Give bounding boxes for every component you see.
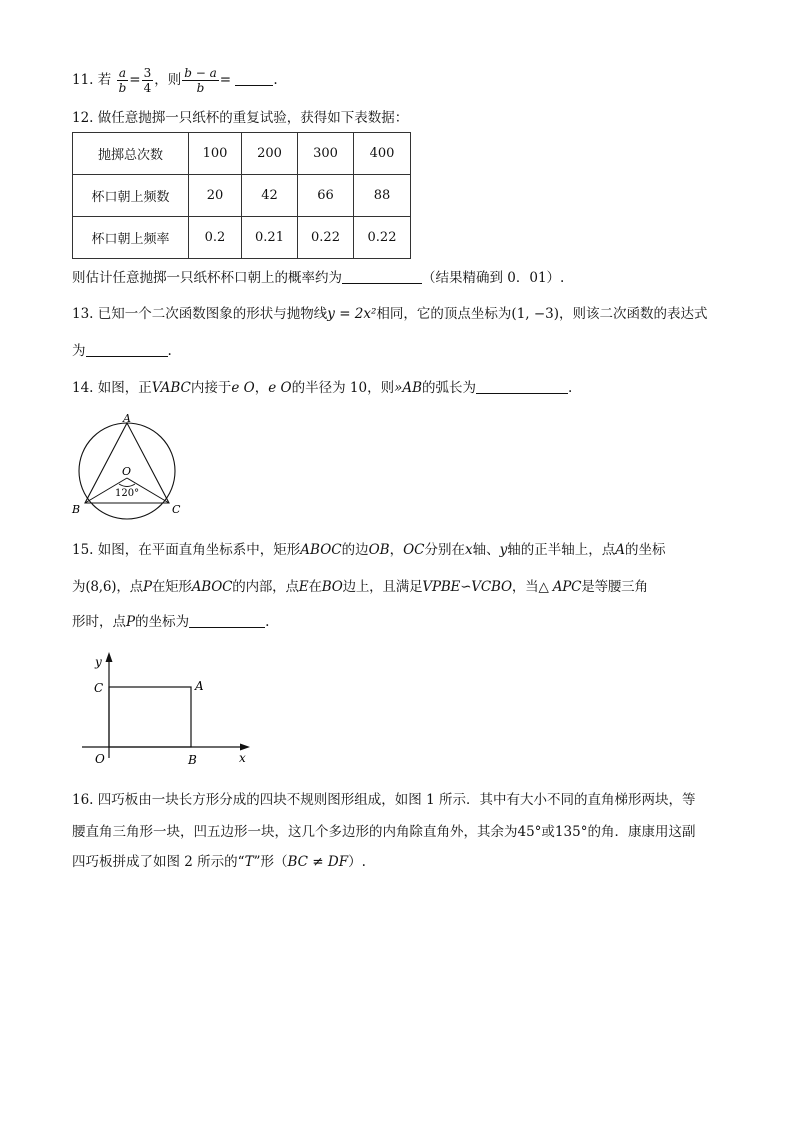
question-16-line1: 16. 四巧板由一块长方形分成的四块不规则图形组成，如图 1 所示．其中有大小不同的直角梯形两块，等 [72, 792, 696, 808]
question-15-line2: 为(8,6)，点P在矩形ABOC的内部，点E在BO边上，且满足VPBE∽VCBO，当△ APC是等腰三角 [72, 579, 648, 595]
frequency-table [72, 132, 411, 259]
question-16-line3: 四巧板拼成了如图 2 所示的“T”形（BC ≠ DF）. [72, 854, 366, 870]
question-15-line3: 形时，点P的坐标为 . [72, 614, 270, 630]
inscribed-triangle-figure [62, 408, 192, 523]
table-row: 抛掷总次数 100 200 300 400 [73, 133, 411, 175]
answer-blank-13 [86, 342, 168, 357]
label-b: B [72, 503, 81, 516]
label-a: A [123, 412, 131, 425]
answer-blank-11 [235, 71, 273, 86]
axis-x-label: x [239, 751, 246, 765]
question-16-line2: 腰直角三角形一块，凹五边形一块，这几个多边形的内角除直角外，其余为45°或135°的角．康康用这副 [72, 824, 696, 840]
fraction-b-minus-a-over-b: $\frac{b - a}{b}$ [184, 66, 217, 95]
label-o: O [95, 752, 105, 766]
question-12-intro: 12. 做任意抛掷一只纸杯的重复试验，获得如下表数据： [72, 110, 409, 126]
fraction-3-over-4: $\frac{3}{4}$ [143, 66, 152, 95]
label-angle: 120° [115, 488, 140, 499]
question-15-line1: 15. 如图，在平面直角坐标系中，矩形ABOC的边OB，OC分别在x轴、y轴的正半轴上，点A的坐标 [72, 542, 666, 558]
label-c: C [172, 503, 181, 516]
label-o: O [122, 465, 132, 478]
answer-blank-15 [189, 613, 265, 628]
table-row: 杯口朝上频数 20 42 66 88 [73, 175, 411, 217]
answer-blank-14 [476, 379, 568, 394]
question-11: 11. 若 $\frac{a}{b}$ = $\frac{3}{4}$ ，则 $\frac{b - a}{b}$ = . [72, 66, 278, 95]
coordinate-rectangle-figure [82, 648, 262, 773]
answer-blank-12 [342, 269, 422, 284]
label-c: C [94, 681, 104, 695]
table-row: 杯口朝上频率 0.2 0.21 0.22 0.22 [73, 217, 411, 259]
question-13-line1: 13. 已知一个二次函数图象的形状与抛物线y = 2x²相同，它的顶点坐标为(1, −3)，则该二次函数的表达式 [72, 306, 708, 322]
label-b: B [188, 753, 197, 767]
axis-y-label: y [95, 655, 102, 669]
question-13-line2: 为 . [72, 343, 172, 359]
question-14: 14. 如图，正VABC内接于e O，e O的半径为 10，则»AB的弧长为 . [72, 380, 573, 396]
fraction-a-over-b: $\frac{a}{b}$ [118, 66, 127, 95]
question-12-answer-line: 则估计任意抛掷一只纸杯杯口朝上的概率约为 （结果精确到 0．01）. [72, 270, 565, 286]
label-a: A [195, 679, 204, 693]
